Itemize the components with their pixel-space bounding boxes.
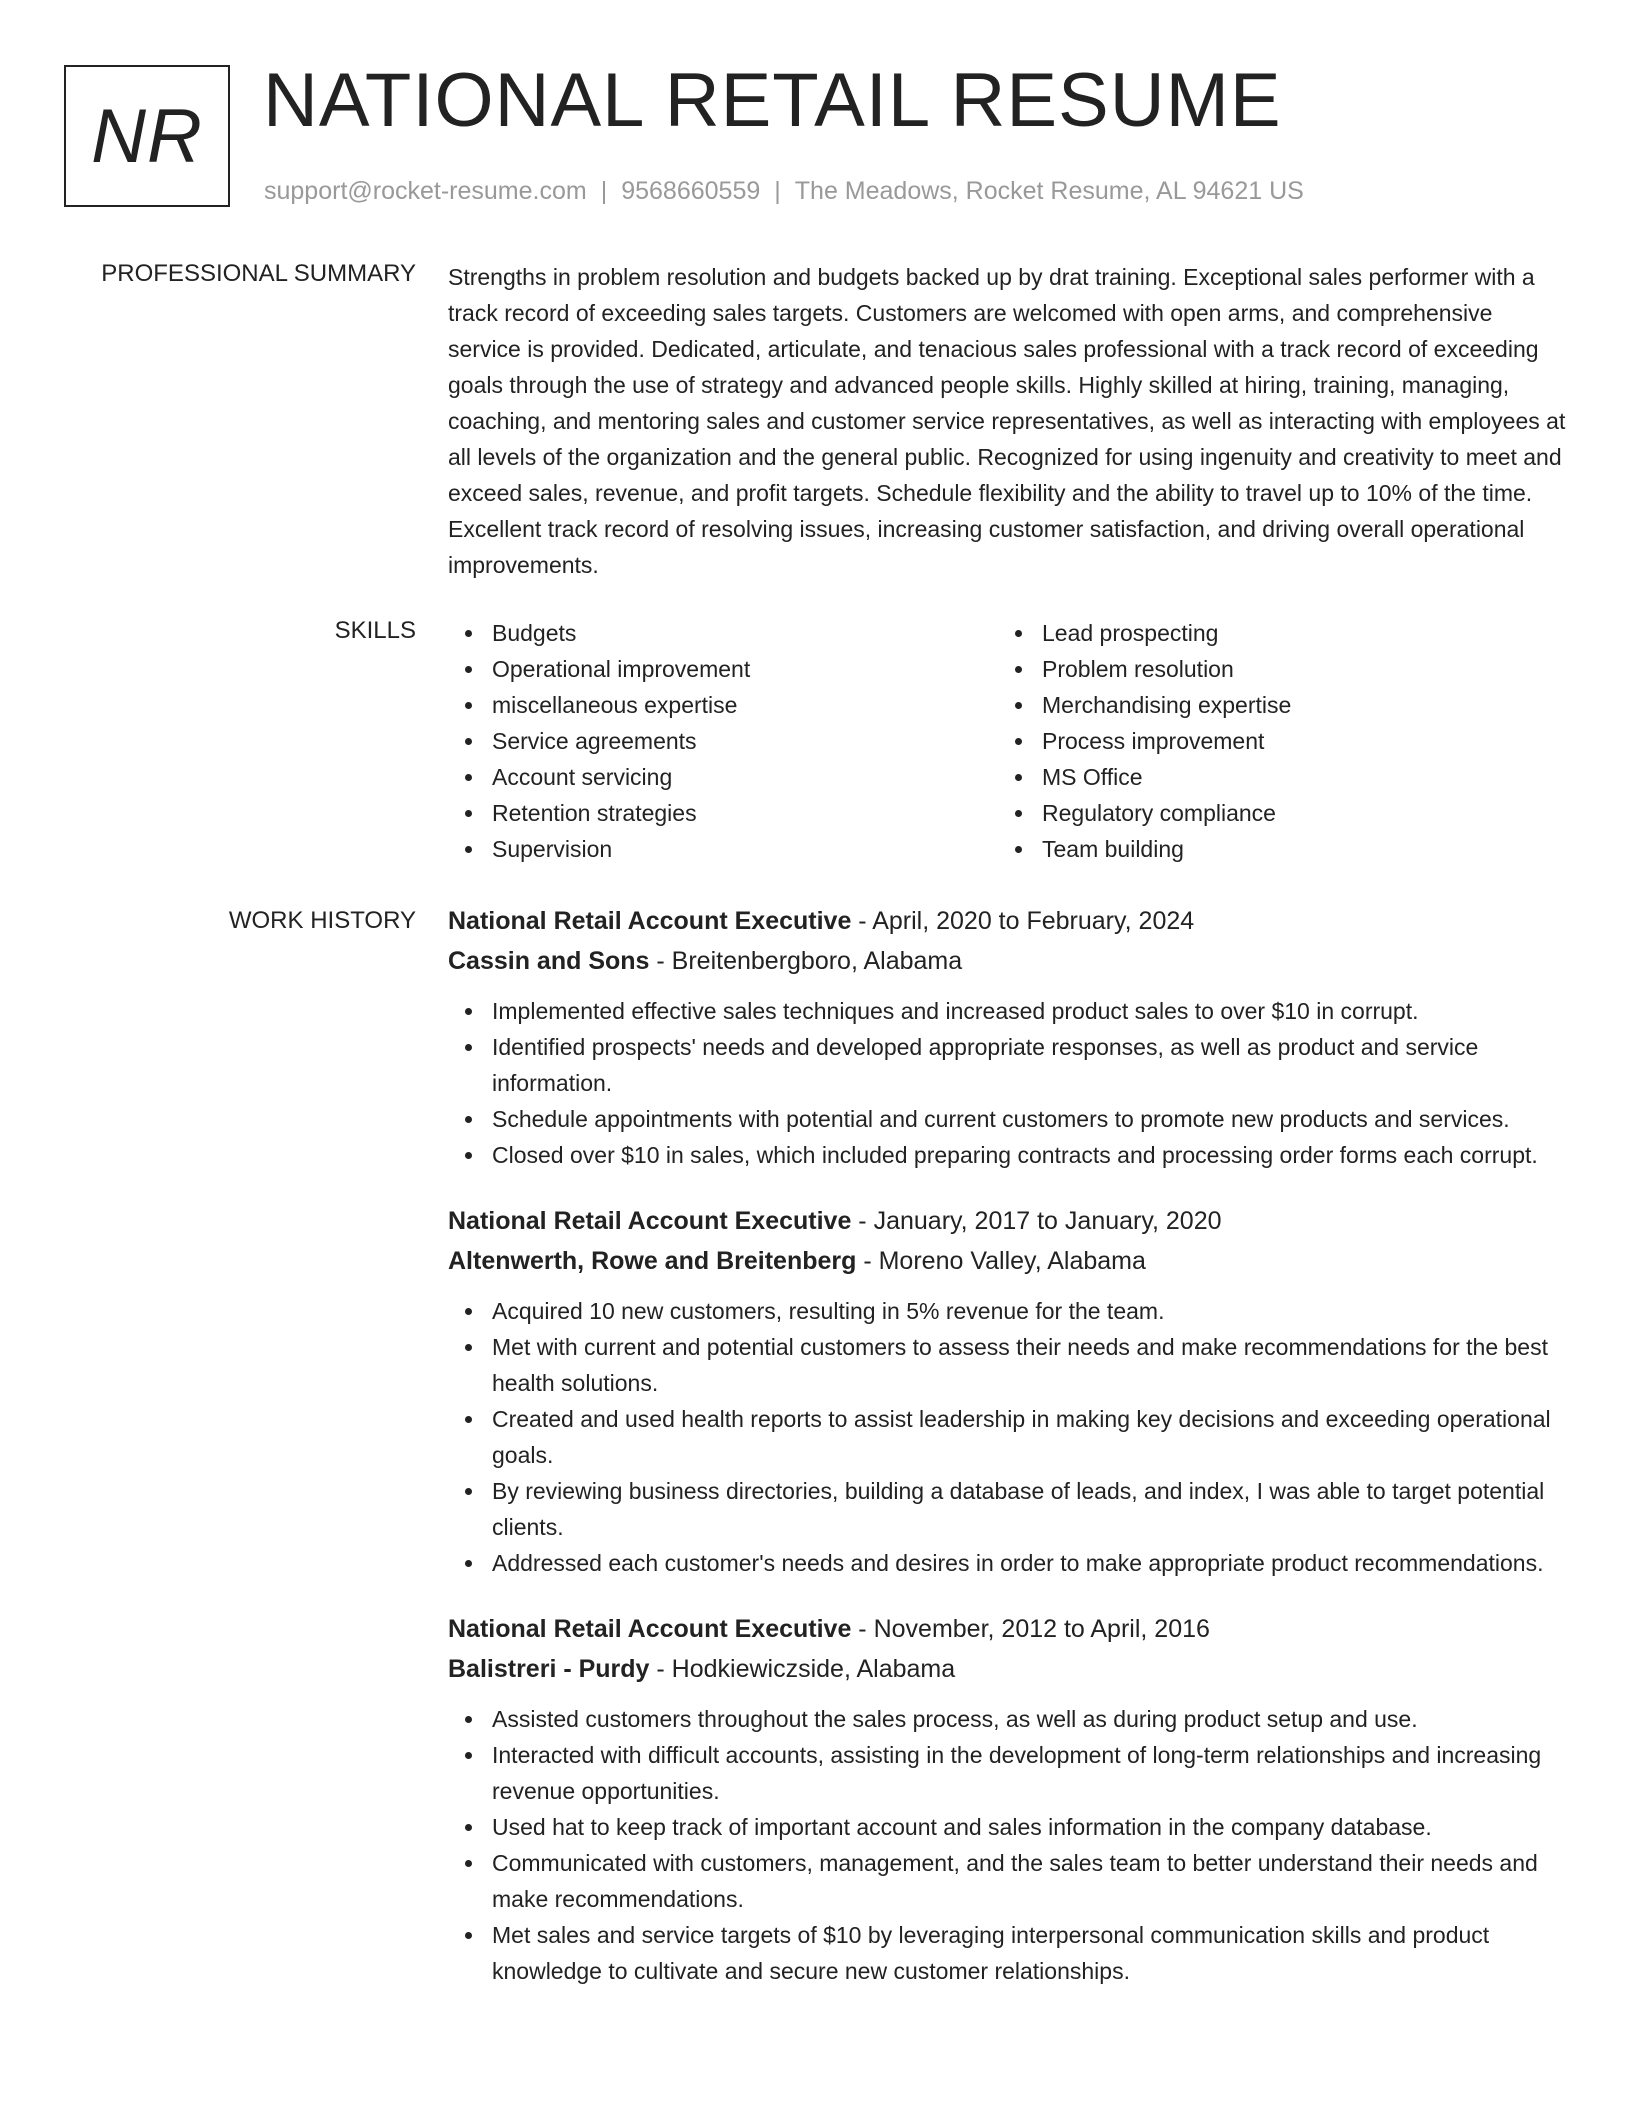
contact-address: The Meadows, Rocket Resume, AL 94621 US [794, 177, 1304, 205]
job-entry [448, 901, 1568, 1173]
company-name: Altenwerth, Rowe and Breitenberg [448, 1247, 857, 1275]
job-bullet: Met sales and service targets of $10 by leveraging interpersonal communication skills and product knowledge to cultivate and secure new customer relationships. [448, 1917, 1568, 1989]
company-name: Balistreri - Purdy [448, 1655, 650, 1683]
job-title: National Retail Account Executive [448, 1207, 852, 1235]
skill-item: Lead prospecting [998, 615, 1548, 651]
job-bullet: Closed over $10 in sales, which included preparing contracts and processing order forms each corrupt. [448, 1137, 1568, 1173]
job-bullet: Implemented effective sales techniques and increased product sales to over $10 in corrupt. [448, 993, 1568, 1029]
job-bullets [448, 1293, 1568, 1581]
job-dates: January, 2017 to January, 2020 [873, 1207, 1222, 1235]
dash-separator: - [851, 1207, 874, 1235]
job-bullets [448, 1701, 1568, 1989]
job-location: Hodkiewiczside, Alabama [671, 1655, 956, 1683]
dash-separator: - [649, 1655, 672, 1683]
contact-separator: | [600, 177, 608, 205]
job-title-line [448, 901, 1568, 941]
job-location: Breitenbergboro, Alabama [671, 947, 963, 975]
contact-separator: | [774, 177, 781, 205]
skill-item: Budgets [448, 615, 998, 651]
summary-label: PROFESSIONAL SUMMARY [101, 260, 416, 287]
job-bullet: By reviewing business directories, building a database of leads, and index, I was able to target potential clients. [448, 1473, 1568, 1545]
job-dates: November, 2012 to April, 2016 [873, 1615, 1210, 1643]
skills-columns [448, 615, 1568, 867]
contact-line [264, 176, 1304, 206]
monogram-box [64, 65, 230, 207]
skill-item: Regulatory compliance [998, 795, 1548, 831]
job-bullet: Assisted customers throughout the sales process, as well as during product setup and use. [448, 1701, 1568, 1737]
job-title: National Retail Account Executive [448, 907, 852, 935]
skill-item: Retention strategies [448, 795, 998, 831]
skills-label: SKILLS [334, 617, 416, 644]
summary-text: Strengths in problem resolution and budgets backed up by drat training. Exceptional sales performer with a track record of exceeding sales targets. Customers are welcomed with open arms, and comprehensive service is provided. Dedicated, articulate, and tenacious sales professional with a track record of exceeding goals through the use of strategy and advanced people skills. Highly skilled at hiring, training, managing, coaching, and mentoring sales and customer service representatives, as well as interacting with employees at all levels of the organization and the general public. Recognized for using ingenuity and creativity to meet and exceed sales, revenue, and profit targets. Schedule flexibility and the ability to travel up to 10% of the time. Excellent track record of resolving issues, increasing customer satisfaction, and driving overall operational improvements. [448, 264, 1566, 578]
job-title: National Retail Account Executive [448, 1615, 852, 1643]
job-entry [448, 1201, 1568, 1581]
work-history-section [448, 901, 1568, 2017]
job-bullet: Schedule appointments with potential and current customers to promote new products and services. [448, 1101, 1568, 1137]
skills-list-right [998, 615, 1548, 867]
job-company-line [448, 941, 1568, 981]
company-name: Cassin and Sons [448, 947, 650, 975]
job-company-line [448, 1649, 1568, 1689]
job-bullet: Used hat to keep track of important account and sales information in the company database. [448, 1809, 1568, 1845]
skills-section [448, 615, 1568, 867]
skill-item: Operational improvement [448, 651, 998, 687]
skill-item: MS Office [998, 759, 1548, 795]
skill-item: Service agreements [448, 723, 998, 759]
contact-email: support@rocket-resume.com [264, 177, 587, 205]
job-bullet: Identified prospects' needs and developed appropriate responses, as well as product and service information. [448, 1029, 1568, 1101]
job-title-line [448, 1609, 1568, 1649]
summary-section [448, 259, 1568, 583]
dash-separator: - [851, 1615, 874, 1643]
skill-item: Supervision [448, 831, 998, 867]
resume-name: NATIONAL RETAIL RESUME [263, 58, 1282, 143]
skills-list-left [448, 615, 998, 867]
job-dates: April, 2020 to February, 2024 [872, 907, 1195, 935]
skill-item: Merchandising expertise [998, 687, 1548, 723]
job-bullets [448, 993, 1568, 1173]
dash-separator: - [856, 1247, 879, 1275]
work-history-label: WORK HISTORY [228, 907, 416, 934]
skill-item: Account servicing [448, 759, 998, 795]
skill-item: Team building [998, 831, 1548, 867]
dash-separator: - [851, 907, 873, 935]
job-company-line [448, 1241, 1568, 1281]
job-entry [448, 1609, 1568, 1989]
dash-separator: - [649, 947, 672, 975]
job-bullet: Interacted with difficult accounts, assisting in the development of long-term relationships and increasing revenue opportunities. [448, 1737, 1568, 1809]
job-bullet: Acquired 10 new customers, resulting in 5% revenue for the team. [448, 1293, 1568, 1329]
skill-item: miscellaneous expertise [448, 687, 998, 723]
monogram-initials: NR [91, 93, 203, 179]
job-bullet: Addressed each customer's needs and desires in order to make appropriate product recommendations. [448, 1545, 1568, 1581]
skill-item: Process improvement [998, 723, 1548, 759]
job-location: Moreno Valley, Alabama [878, 1247, 1146, 1275]
job-title-line [448, 1201, 1568, 1241]
skill-item: Problem resolution [998, 651, 1548, 687]
contact-phone: 9568660559 [621, 177, 761, 205]
job-bullet: Met with current and potential customers to assess their needs and make recommendations for the best health solutions. [448, 1329, 1568, 1401]
job-bullet: Created and used health reports to assist leadership in making key decisions and exceeding operational goals. [448, 1401, 1568, 1473]
job-bullet: Communicated with customers, management, and the sales team to better understand their needs and make recommendations. [448, 1845, 1568, 1917]
